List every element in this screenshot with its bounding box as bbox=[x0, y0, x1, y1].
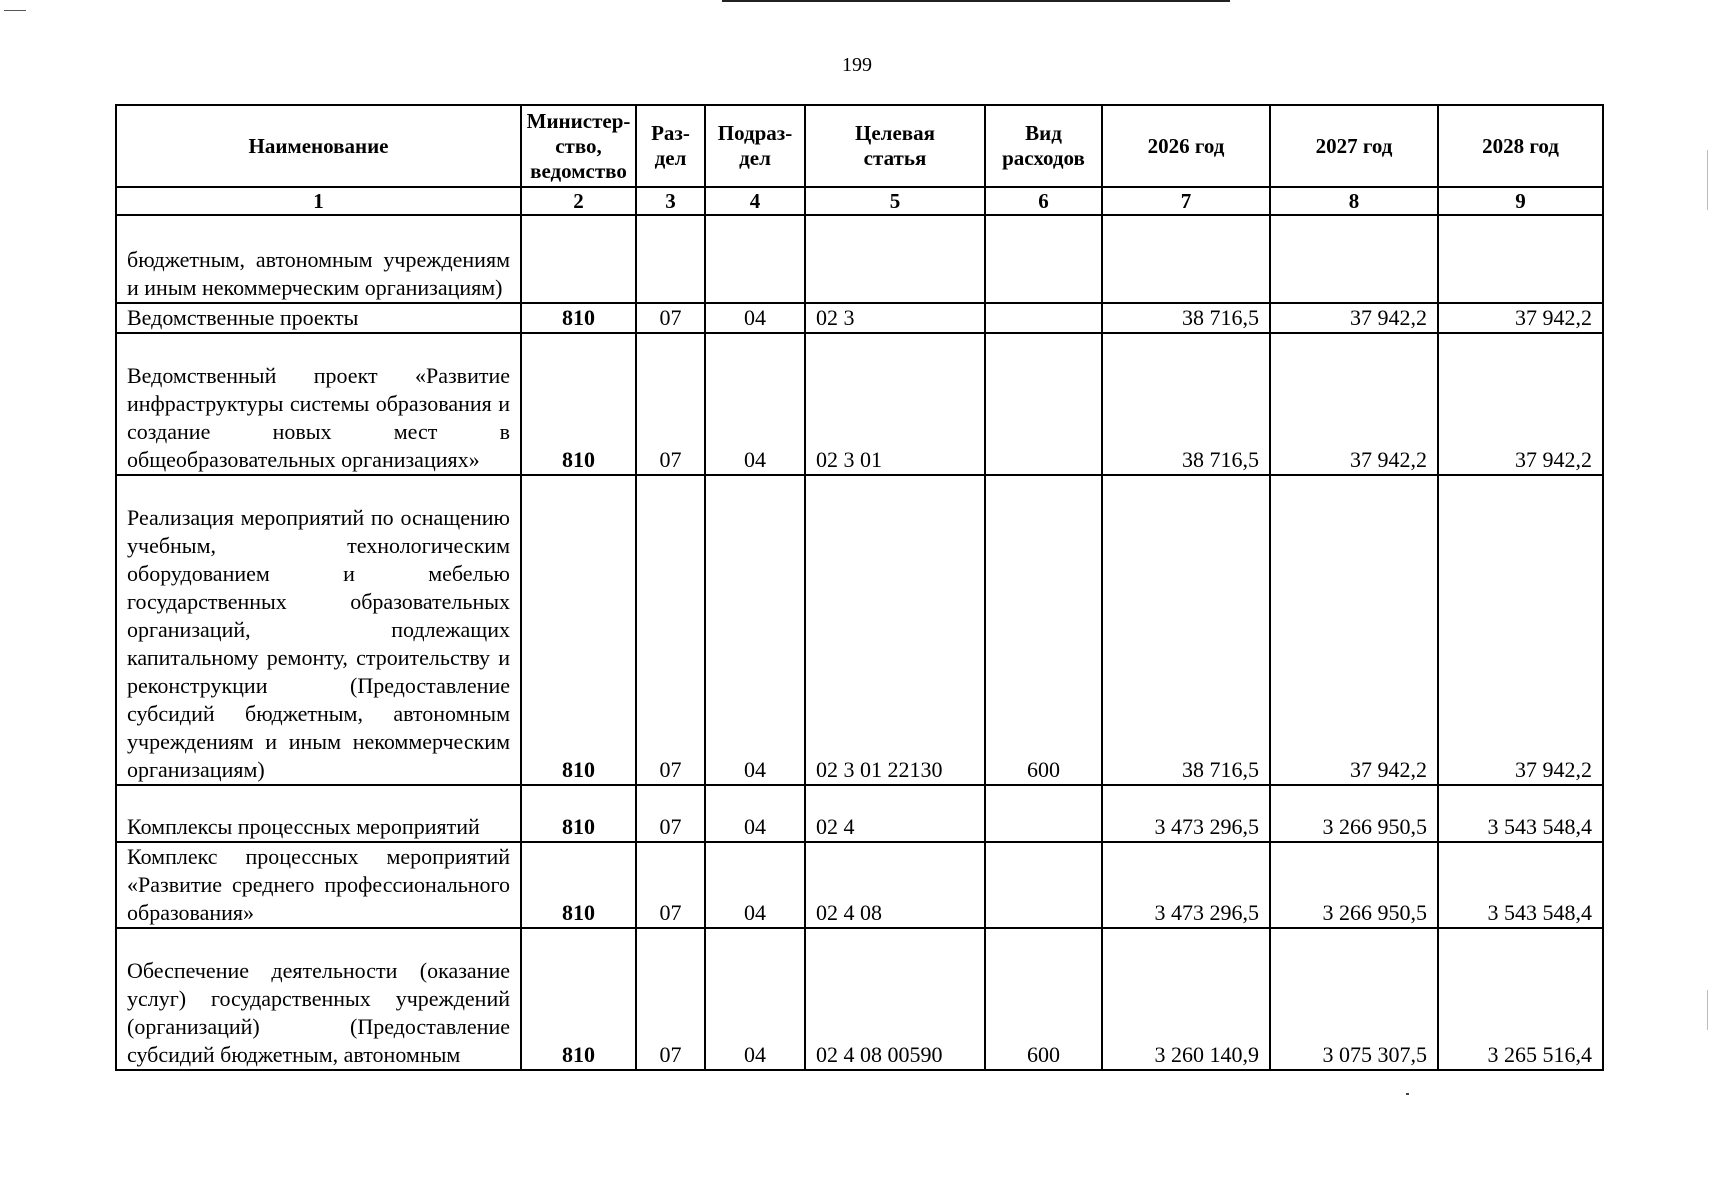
row-subsection: 04 bbox=[705, 333, 805, 475]
row-name: бюджетным, автономным учреждениям и иным некоммерческим организациям) bbox=[116, 215, 521, 303]
row-amount-2028: 37 942,2 bbox=[1438, 475, 1603, 785]
row-section: 07 bbox=[636, 928, 705, 1070]
row-subsection: 04 bbox=[705, 842, 805, 928]
row-ministry: 810 bbox=[521, 928, 636, 1070]
header-year-2027: 2027 год bbox=[1270, 105, 1438, 187]
row-section: 07 bbox=[636, 785, 705, 842]
row-amount-2027: 3 075 307,5 bbox=[1270, 928, 1438, 1070]
column-number: 7 bbox=[1102, 187, 1270, 215]
row-expense-type bbox=[985, 842, 1102, 928]
row-name: Ведомственный проект «Развитие инфраструктуры системы образования и создание новых мест в общеобразовательных организациях» bbox=[116, 333, 521, 475]
page-number: 199 bbox=[842, 54, 872, 76]
header-year-2026: 2026 год bbox=[1102, 105, 1270, 187]
header-target-article: Целевая статья bbox=[805, 105, 985, 187]
row-amount-2028 bbox=[1438, 215, 1603, 303]
table-row bbox=[116, 215, 1603, 303]
table-row bbox=[116, 333, 1603, 475]
header-section: Раз- дел bbox=[636, 105, 705, 187]
row-amount-2026: 3 260 140,9 bbox=[1102, 928, 1270, 1070]
row-target-article bbox=[805, 215, 985, 303]
row-amount-2026: 38 716,5 bbox=[1102, 475, 1270, 785]
table-row bbox=[116, 475, 1603, 785]
row-amount-2027: 37 942,2 bbox=[1270, 475, 1438, 785]
row-name: Обеспечение деятельности (оказание услуг) государственных учреждений (организаций) (Предоставление субсидий бюджетным, автономным bbox=[116, 928, 521, 1070]
column-number: 8 bbox=[1270, 187, 1438, 215]
row-expense-type: 600 bbox=[985, 475, 1102, 785]
row-target-article: 02 4 08 00590 bbox=[805, 928, 985, 1070]
row-section: 07 bbox=[636, 333, 705, 475]
row-amount-2026: 38 716,5 bbox=[1102, 303, 1270, 333]
scan-dot-mark bbox=[1406, 1093, 1409, 1095]
row-target-article: 02 4 08 bbox=[805, 842, 985, 928]
row-target-article: 02 3 01 bbox=[805, 333, 985, 475]
header-row bbox=[116, 105, 1603, 187]
row-expense-type: 600 bbox=[985, 928, 1102, 1070]
row-amount-2027: 3 266 950,5 bbox=[1270, 785, 1438, 842]
row-ministry: 810 bbox=[521, 303, 636, 333]
row-section: 07 bbox=[636, 303, 705, 333]
row-target-article: 02 3 01 22130 bbox=[805, 475, 985, 785]
row-ministry: 810 bbox=[521, 842, 636, 928]
scan-corner-mark bbox=[4, 10, 26, 11]
row-target-article: 02 4 bbox=[805, 785, 985, 842]
row-amount-2026: 38 716,5 bbox=[1102, 333, 1270, 475]
row-amount-2028: 37 942,2 bbox=[1438, 303, 1603, 333]
row-name: Реализация мероприятий по оснащению учебным, технологическим оборудованием и мебелью государственных образовательных организаций, подлежащих капитальному ремонту, строительству и реконструкции (Предоставление субсидий бюджетным, автономным учреждениям и иным некоммерческим организациям) bbox=[116, 475, 521, 785]
row-expense-type bbox=[985, 785, 1102, 842]
row-ministry: 810 bbox=[521, 475, 636, 785]
row-name: Комплексы процессных мероприятий bbox=[116, 785, 521, 842]
column-number: 3 bbox=[636, 187, 705, 215]
row-amount-2028: 37 942,2 bbox=[1438, 333, 1603, 475]
row-amount-2027: 3 266 950,5 bbox=[1270, 842, 1438, 928]
table-row bbox=[116, 842, 1603, 928]
scan-edge-mark bbox=[1707, 990, 1708, 1030]
row-amount-2027 bbox=[1270, 215, 1438, 303]
column-number: 1 bbox=[116, 187, 521, 215]
table-row bbox=[116, 303, 1603, 333]
row-amount-2028: 3 265 516,4 bbox=[1438, 928, 1603, 1070]
row-ministry: 810 bbox=[521, 333, 636, 475]
row-expense-type bbox=[985, 303, 1102, 333]
row-ministry bbox=[521, 215, 636, 303]
table-row bbox=[116, 785, 1603, 842]
top-rule bbox=[722, 0, 1230, 2]
row-expense-type bbox=[985, 215, 1102, 303]
column-number: 4 bbox=[705, 187, 805, 215]
row-name: Комплекс процессных мероприятий «Развитие среднего профессионального образования» bbox=[116, 842, 521, 928]
row-subsection: 04 bbox=[705, 785, 805, 842]
header-year-2028: 2028 год bbox=[1438, 105, 1603, 187]
row-subsection: 04 bbox=[705, 928, 805, 1070]
column-number-row bbox=[116, 187, 1603, 215]
row-expense-type bbox=[985, 333, 1102, 475]
header-name: Наименование bbox=[116, 105, 521, 187]
header-subsection: Подраз- дел bbox=[705, 105, 805, 187]
row-section bbox=[636, 215, 705, 303]
column-number: 2 bbox=[521, 187, 636, 215]
row-section: 07 bbox=[636, 475, 705, 785]
row-amount-2026: 3 473 296,5 bbox=[1102, 785, 1270, 842]
header-expense-type: Вид расходов bbox=[985, 105, 1102, 187]
column-number: 5 bbox=[805, 187, 985, 215]
row-amount-2026 bbox=[1102, 215, 1270, 303]
row-amount-2027: 37 942,2 bbox=[1270, 333, 1438, 475]
row-subsection bbox=[705, 215, 805, 303]
column-number: 9 bbox=[1438, 187, 1603, 215]
row-ministry: 810 bbox=[521, 785, 636, 842]
column-number: 6 bbox=[985, 187, 1102, 215]
row-amount-2026: 3 473 296,5 bbox=[1102, 842, 1270, 928]
table-row bbox=[116, 928, 1603, 1070]
row-target-article: 02 3 bbox=[805, 303, 985, 333]
row-name: Ведомственные проекты bbox=[116, 303, 521, 333]
budget-table bbox=[115, 104, 1604, 1071]
row-subsection: 04 bbox=[705, 475, 805, 785]
scan-edge-mark bbox=[1707, 150, 1708, 210]
row-section: 07 bbox=[636, 842, 705, 928]
row-subsection: 04 bbox=[705, 303, 805, 333]
row-amount-2028: 3 543 548,4 bbox=[1438, 785, 1603, 842]
header-ministry: Министер- ство, ведомство bbox=[521, 105, 636, 187]
row-amount-2027: 37 942,2 bbox=[1270, 303, 1438, 333]
row-amount-2028: 3 543 548,4 bbox=[1438, 842, 1603, 928]
